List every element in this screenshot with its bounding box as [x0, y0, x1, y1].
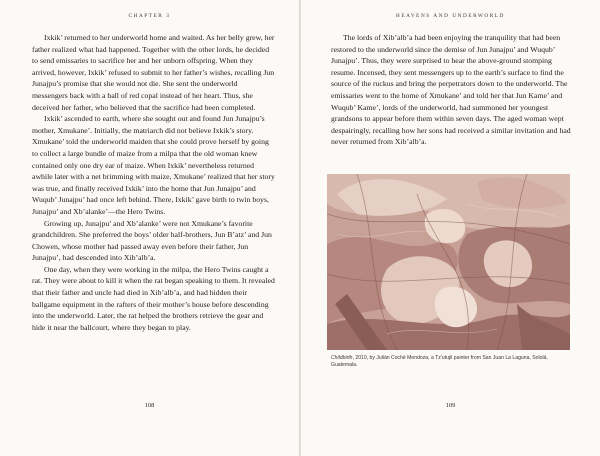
right-body-text [331, 32, 574, 148]
caption-title: Childbirth [331, 355, 353, 361]
right-page [300, 0, 600, 456]
page-number-left: 108 [144, 402, 155, 409]
paragraph: Growing up, Junajpu’ and Xb’alanke’ were not Xmukane’s favorite grandchildren. She preferred the boys’ older half-brothers, Jun B’atz’ and Jun Chowen, whose mother had passed away even before their father, Jun Junajpu’, had descended into Xib’alb’a. [32, 218, 272, 263]
paragraph: The lords of Xib’alb’a had been enjoying the tranquility that had been restored to the underworld since the demise of Jun Junajpu’ and Wuqub’ Junajpu’. Thus, they were surprised to hear the above-ground stomping resume. Incensed, they sent messengers up to the earth’s surface to find the source of the ruckus and bring the perpetrators down to the underworld. The emissaries went to the home of Xmukane’ and told her that Jun Kame’ and Wuqub’ Kame’, lords of the underworld, had summoned her youngest grandsons to appear before them within seven days. The aged woman wept despairingly, recalling how her sons had received a similar invitation and had never returned from Xib’alb’a. [331, 33, 571, 147]
painting-caption [331, 355, 571, 370]
left-body-text [32, 32, 275, 333]
caption-details: , 2010, by Julián Coché Mendoza, a Tz’utujil painter from San Juan La Laguna, Sololá, Guatemala. [331, 355, 548, 369]
running-head-right: HEAVENS AND UNDERWORLD [396, 13, 505, 19]
paragraph: Ixkik’ returned to her underworld home and waited. As her belly grew, her father realized what had happened. Together with the other lords, he decided to send emissaries to sacrifice her and her unborn offspring. When they arrived, however, Ixkik’ refused to submit to her father’s wishes, recalling Jun Junajpu’s promise that she would not die. She sent the underworld messengers back with a ball of red copal instead of her heart. Thus, she deceived her father, who believed that the sacrifice had been completed. [32, 33, 275, 112]
paragraph: Ixkik’ ascended to earth, where she sought out and found Jun Junajpu’s mother, Xmukane’. Initially, the matriarch did not believe Ixkik’s story. Xmukane’ told the underworld maiden that she could prove herself by going to collect a large bundle of maize from a milpa that the old woman knew contained only one dry ear of maize. When Ixkik’ nevertheless returned awhile later with a net brimming with maize, Xmukane’ realized that her story was true, and finally received Ixkik’ into the home that Jun Junajpu’ and Wuqub’ Junajpu’ had once left behind. There, Ixkik’ gave birth to twin boys, Junajpu’ and Xb’alanke’—the Hero Twins. [32, 114, 275, 216]
childbirth-painting [327, 174, 570, 350]
running-head-left: CHAPTER 3 [128, 13, 171, 19]
page-number-right: 109 [445, 402, 456, 409]
paragraph: One day, when they were working in the milpa, the Hero Twins caught a rat. They were about to kill it when the rat began speaking to them. It revealed that their father and uncle had died in Xib’alb’a, and had hidden their ballgame equipment in the rafters of their mother’s house before descending into the underworld. Later, the rat helped the brothers retrieve the gear and hide it near the ballcourt, where they began to play. [32, 264, 275, 332]
painting-illustration [327, 174, 570, 350]
